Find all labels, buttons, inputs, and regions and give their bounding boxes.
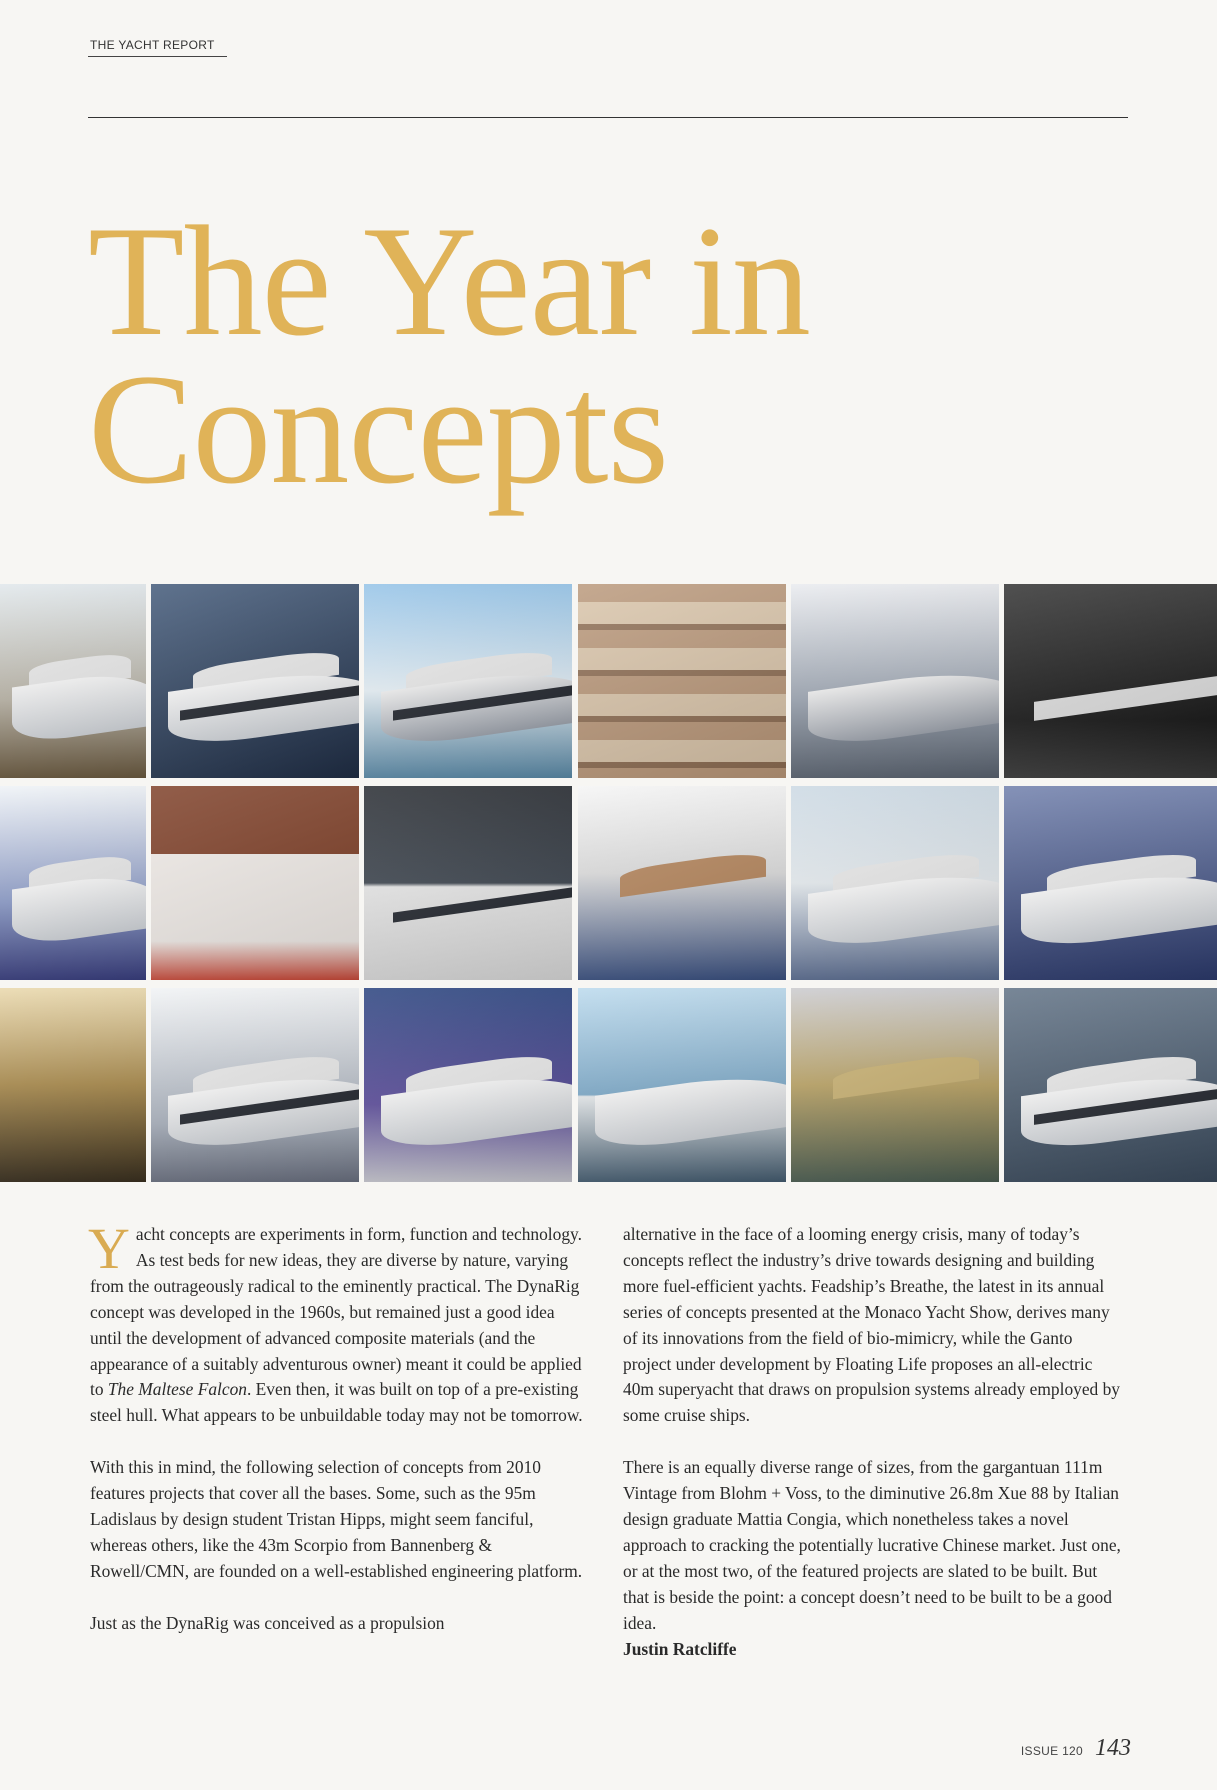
page-number: 143 xyxy=(1095,1735,1131,1761)
yacht-image-3-5 xyxy=(791,988,999,1182)
interior-image-2-2 xyxy=(151,786,359,980)
yacht-image-3-6 xyxy=(1004,988,1217,1182)
paragraph-2: With this in mind, the following selection of concepts from 2010 features projects that cover all the bases. Some, such as the 95m Ladislaus by design student Tristan Hipps, might seem fanciful, whereas others, like the 43m Scorpio from Bannenberg & Rowell/CMN, are founded on a well-established engineering platform. xyxy=(90,1457,583,1581)
concept-image-gallery xyxy=(0,584,1217,1184)
yacht-image-2-3 xyxy=(364,786,572,980)
title-line-1: The Year in xyxy=(88,194,810,369)
header-rule xyxy=(88,117,1128,118)
page-footer xyxy=(1021,1735,1131,1762)
yacht-image-2-5 xyxy=(791,786,999,980)
deck-plan-image xyxy=(578,584,786,778)
article-title xyxy=(88,194,810,517)
yacht-image-3-3 xyxy=(364,988,572,1182)
vessel-name: The Maltese Falcon xyxy=(107,1379,247,1400)
paragraph-3-start: Just as the DynaRig was conceived as a propulsion xyxy=(90,1612,445,1633)
title-line-2: Concepts xyxy=(88,342,669,517)
paragraph-4: There is an equally diverse range of sizes, from the gargantuan 111m Vintage from Blohm + Voss, to the diminutive 26.8m Xue 88 by Italian design graduate Mattia Congia, which nonetheless takes a novel approach to cracking the potentially lucrative Chinese market. Just one, or at the most two, of the featured projects are slated to be built. But that is beside the point: a concept doesn’t need to be built to be a good idea. Justin Ratcliffe xyxy=(623,1455,1123,1662)
article-column-right xyxy=(623,1222,1123,1663)
yacht-image-1-6 xyxy=(1004,584,1217,778)
section-tag: THE YACHT REPORT xyxy=(88,38,227,57)
paragraph-1: Yacht concepts are experiments in form, function and technology. As test beds for new ideas, they are diverse by nature, varying from the outrageously radical to the eminently practical. The DynaRig concept was developed in the 1960s, but remained just a good idea until the development of advanced composite materials (and the appearance of a suitably adventurous owner) meant it could be applied to The Maltese Falcon. Even then, it was built on top of a pre-existing steel hull. What appears to be unbuildable today may not be tomorrow. xyxy=(88,1216,583,1426)
article-column-left xyxy=(88,1216,590,1663)
interior-image-3-1 xyxy=(0,988,146,1182)
paragraph-3-continued: alternative in the face of a looming energy crisis, many of today’s concepts reflect the industry’s drive towards designing and building more fuel-efficient yachts. Feadship’s Breathe, the latest in its annual series of concepts presented at the Monaco Yacht Show, derives many of its innovations from the field of bio-mimicry, while the Ganto project under development by Floating Life proposes an all-electric 40m superyacht that draws on propulsion systems already employed by some cruise ships. xyxy=(623,1224,1120,1426)
author-byline: Justin Ratcliffe xyxy=(623,1638,737,1659)
yacht-image-2-1 xyxy=(0,786,146,980)
yacht-image-3-4 xyxy=(578,988,786,1182)
yacht-image-1-1 xyxy=(0,584,146,778)
yacht-image-1-3 xyxy=(364,584,572,778)
issue-number: ISSUE 120 xyxy=(1020,1744,1083,1758)
drop-cap: Y xyxy=(88,1216,130,1281)
yacht-image-1-2 xyxy=(151,584,359,778)
yacht-image-3-2 xyxy=(151,988,359,1182)
yacht-image-1-5 xyxy=(791,584,999,778)
sailing-yacht-image xyxy=(578,786,786,980)
yacht-image-2-6 xyxy=(1004,786,1217,980)
